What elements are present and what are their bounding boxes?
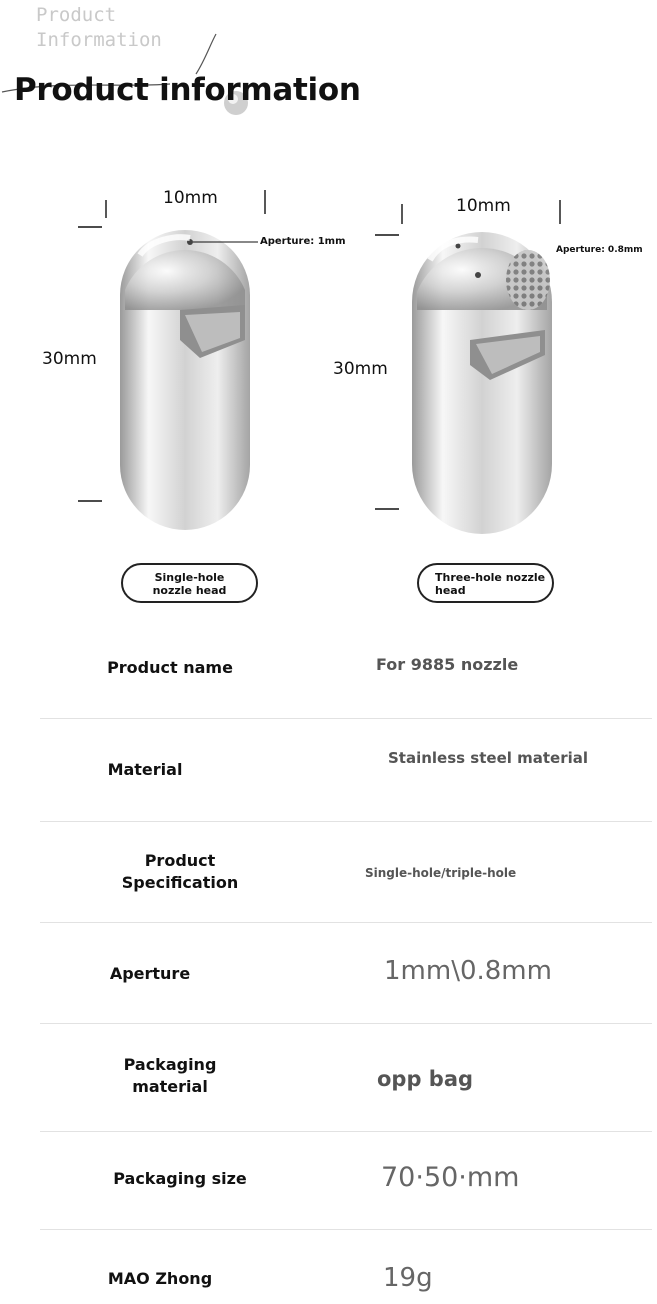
left-width-label: 10mm xyxy=(163,188,218,208)
spec-row-product-specification xyxy=(40,822,652,923)
spec-label xyxy=(70,850,290,894)
right-width-label: 10mm xyxy=(456,196,511,216)
spec-row-product-name xyxy=(40,618,652,719)
spec-value: 19g xyxy=(383,1263,433,1293)
spec-value: Single-hole/triple-hole xyxy=(365,866,517,880)
decorative-swoosh xyxy=(0,0,657,140)
spec-label-line-1: Product xyxy=(144,851,216,870)
caption-line-1: Single-hole xyxy=(154,571,225,584)
spec-label: Aperture xyxy=(109,964,191,983)
spec-label-line-2: Specification xyxy=(121,873,239,892)
single-hole-caption xyxy=(121,563,258,603)
watermark-line-1: Product xyxy=(36,4,117,26)
spec-row-aperture xyxy=(40,923,652,1024)
spec-label: Material xyxy=(107,760,183,779)
spec-row-packaging-material xyxy=(40,1024,652,1132)
right-aperture-label: Aperture: 0.8mm xyxy=(556,245,643,255)
spec-label: Packaging size xyxy=(113,1169,247,1188)
spec-label-line-2: material xyxy=(132,1077,208,1096)
three-hole-nozzle xyxy=(412,232,552,534)
spec-value: opp bag xyxy=(377,1067,474,1091)
spec-row-mao-zhong xyxy=(40,1230,652,1304)
caption-line-2: head xyxy=(435,584,466,597)
spec-value: Stainless steel material xyxy=(388,749,589,767)
spec-value: 70·50·mm xyxy=(381,1162,520,1193)
spec-label-line-1: Packaging xyxy=(123,1055,217,1074)
spec-row-packaging-size xyxy=(40,1132,652,1230)
page-title: Product information xyxy=(14,72,361,108)
caption-line-1: Three-hole nozzle xyxy=(435,571,546,584)
left-height-label: 30mm xyxy=(42,349,97,369)
watermark-line-2: Information xyxy=(36,29,162,51)
spec-label xyxy=(70,1054,270,1098)
spec-row-material xyxy=(40,719,652,822)
single-hole-nozzle xyxy=(120,230,250,530)
left-aperture-label: Aperture: 1mm xyxy=(260,236,346,247)
spec-value: For 9885 nozzle xyxy=(376,655,519,674)
three-hole-caption xyxy=(417,563,554,603)
spec-label: MAO Zhong xyxy=(107,1269,213,1288)
caption-line-2: nozzle head xyxy=(152,584,227,597)
spec-value: 1mm\0.8mm xyxy=(384,956,552,986)
spec-label: Product name xyxy=(107,658,233,677)
right-height-label: 30mm xyxy=(333,359,388,379)
